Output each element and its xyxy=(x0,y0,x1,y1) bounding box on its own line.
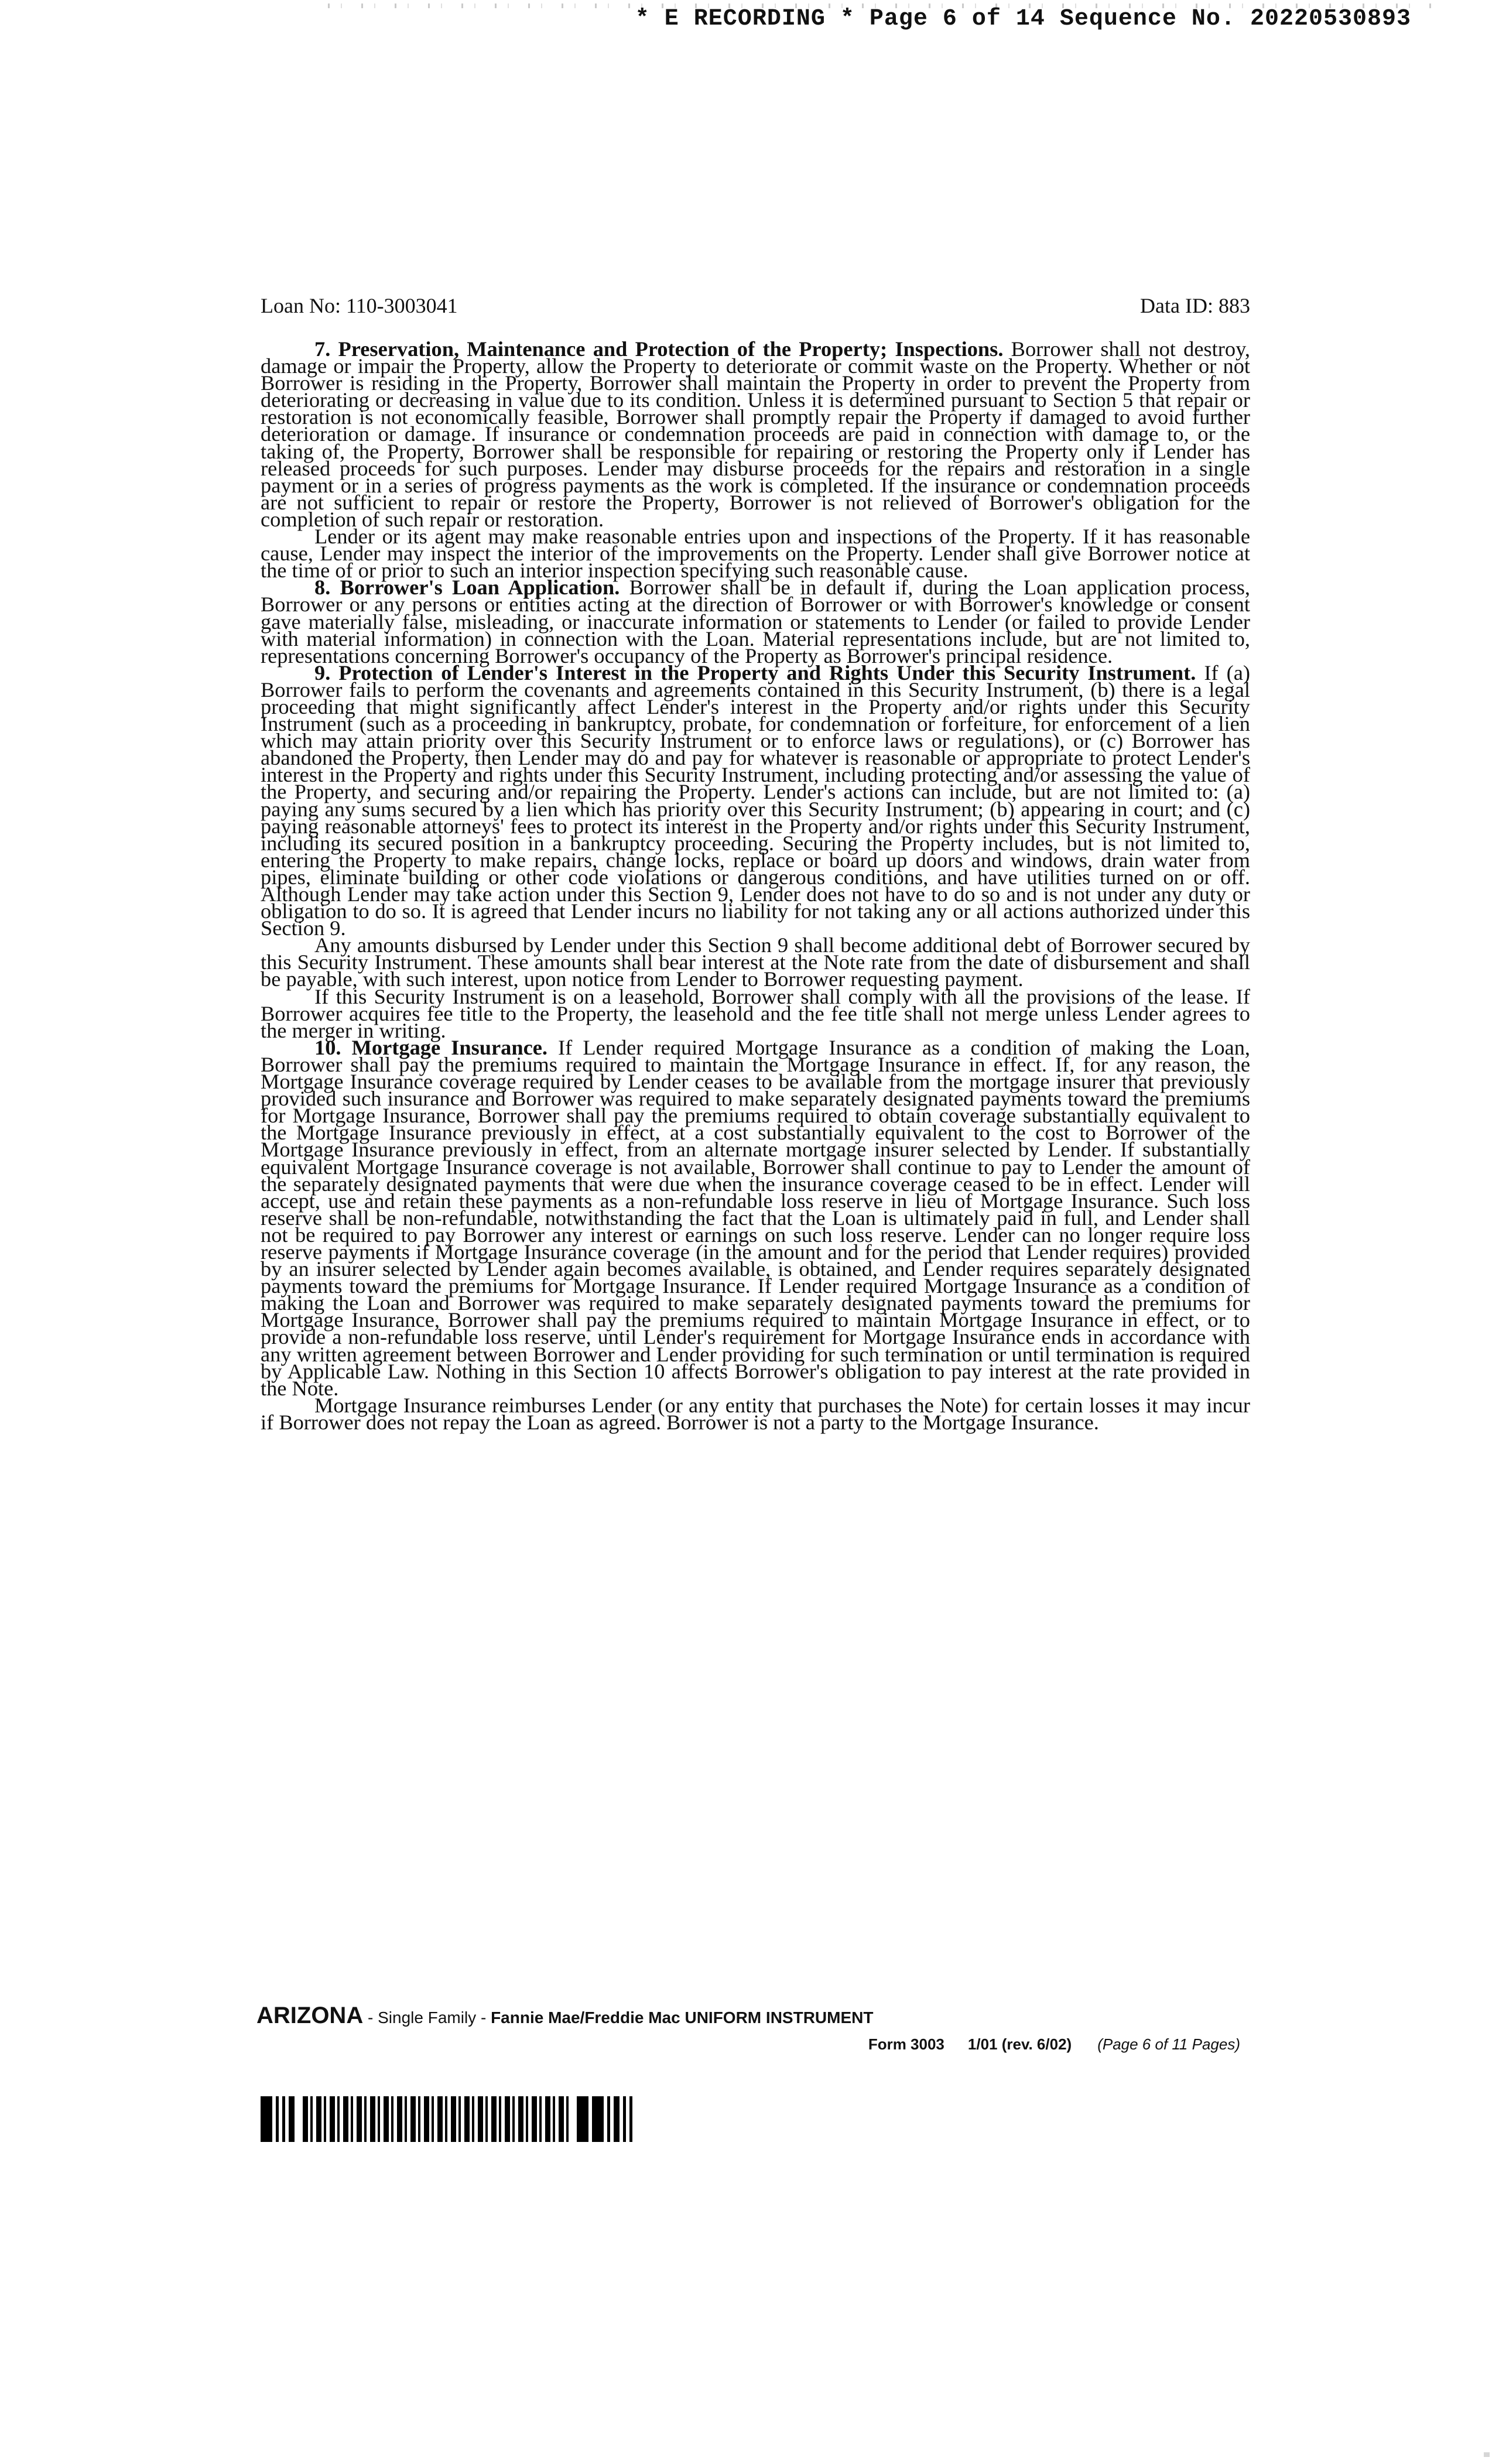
paragraph-text: Borrower shall not destroy, damage or impair the Property, allow the Property to deteriorate or commit waste on the Property. Whether or not Borrower is residing in the Property, Borrower shall maintain the Property in order to prevent the Property from deteriorating or decreasing in value due to its condition. Unless it is determined pursuant to Section 5 that repair or restoration is not economically feasible, Borrower shall promptly repair the Property if damaged to avoid further deterioration or damage. If insurance or condemnation proceeds are paid in connection with damage to, or the taking of, the Property, Borrower shall be responsible for repairing or restoring the Property only if Lender has released proceeds for such purposes. Lender may disburse proceeds for the repairs and restoration in a single payment or in a series of progress payments as the work is completed. If the insurance or condemnation proceeds are not sufficient to repair or restore the Property, Borrower is not relieved of Borrower's obligation for the completion of such repair or restoration. xyxy=(261,337,1251,531)
paragraph-text: If (a) Borrower fails to perform the covenants and agreements contained in this Security Instrument, (b) there is a legal proceeding that might significantly affect Lender's interest in the Property and/or rights under this Security Instrument (such as a proceeding in bankruptcy, probate, for condemnation or forfeiture, for enforcement of a lien which may attain priority over this Security Instrument or to enforce laws or regulations), or (c) Borrower has abandoned the Property, then Lender may do and pay for whatever is reasonable or appropriate to protect Lender's interest in the Property and rights under this Security Instrument, including protecting and/or assessing the value of the Property, and securing and/or repairing the Property. Lender's actions can include, but are not limited to: (a) paying any sums secured by a lien which has priority over this Security Instrument; (b) appearing in court; and (c) paying reasonable attorneys' fees to protect its interest in the Property and/or rights under this Security Instrument, including its secured position in a bankruptcy proceeding. Securing the Property includes, but is not limited to, entering the Property to make repairs, change locks, replace or board up doors and windows, drain water from pipes, eliminate building or other code violations or dangerous conditions, and have utilities turned on or off. Although Lender may take action under this Section 9, Lender does not have to do so and is not under any duty or obligation to do so. It is agreed that Lender incurs no liability for not taking any or all actions authorized under this Section 9. xyxy=(261,661,1251,940)
paragraph-text: Any amounts disbursed by Lender under this Section 9 shall become additional debt of Borrower secured by this Security Instrument. These amounts shall bear interest at the Note rate from the date of disbursement and shall be payable, with such interest, upon notice from Lender to Borrower requesting payment. xyxy=(261,933,1250,991)
paragraph-text: If this Security Instrument is on a leasehold, Borrower shall comply with all the provisions of the lease. If Borrower acquires fee title to the Property, the leasehold and the fee title shall not merge unless Lender agrees to the merger in writing. xyxy=(261,984,1250,1042)
section-heading: 10. Mortgage Insurance. xyxy=(314,1035,547,1059)
form-page-count: (Page 6 of 11 Pages) xyxy=(1097,2035,1240,2053)
footer-separator: - xyxy=(476,2008,491,2027)
barcode-image xyxy=(261,2096,788,2142)
paragraph-section-10 xyxy=(261,1035,1250,1400)
document-body xyxy=(261,337,1251,1434)
paragraph-text: If Lender required Mortgage Insurance as a condition of making the Loan, Borrower shall pay the premiums required to maintain the Mortgage Insurance in effect. If, for any reason, the Mortgage Insurance coverage required by Lender ceases to be available from the mortgage insurer that previously provided such insurance and Borrower was required to make separately designated payments toward the premiums for Mortgage Insurance, Borrower shall pay the premiums required to obtain coverage substantially equivalent to the Mortgage Insurance previously in effect, at a cost substantially equivalent to the cost to Borrower of the Mortgage Insurance previously in effect, from an alternate mortgage insurer selected by Lender. If substantially equivalent Mortgage Insurance coverage is not available, Borrower shall continue to pay to Lender the amount of the separately designated payments that were due when the insurance coverage ceased to be in effect. Lender will accept, use and retain these payments as a non-refundable loss reserve in lieu of Mortgage Insurance. Such loss reserve shall be non-refundable, notwithstanding the fact that the Loan is ultimately paid in full, and Lender shall not be required to pay Borrower any interest or earnings on such loss reserve. Lender can no longer require loss reserve payments if Mortgage Insurance coverage (in the amount and for the period that Lender requires) provided by an insurer selected by Lender again becomes available, is obtained, and Lender requires separately designated payments toward the premiums for Mortgage Insurance. If Lender required Mortgage Insurance as a condition of making the Loan and Borrower was required to make separately designated payments toward the premiums for Mortgage Insurance, Borrower shall pay the premiums required to maintain Mortgage Insurance in effect, or to provide a non-refundable loss reserve, until Lender's requirement for Mortgage Insurance ends in accordance with any written agreement between Borrower and Lender providing for such termination or until termination is required by Applicable Law. Nothing in this Section 10 affects Borrower's obligation to pay interest at the rate provided in the Note. xyxy=(261,1035,1250,1400)
section-heading: 7. Preservation, Maintenance and Protection of the Property; Inspections. xyxy=(314,337,1004,361)
footer-separator: - xyxy=(363,2008,378,2027)
paragraph-section-8 xyxy=(261,576,1250,668)
paragraph-text: Mortgage Insurance reimburses Lender (or any entity that purchases the Note) for certain losses it may incur if Borrower does not repay the Loan as agreed. Borrower is not a party to the Mortgage Insurance. xyxy=(261,1393,1250,1434)
paragraph-leasehold xyxy=(261,984,1250,1042)
paragraph-inspections xyxy=(261,525,1250,583)
state-name: ARIZONA xyxy=(256,2003,364,2028)
section-heading: 9. Protection of Lender's Interest in the Property and Rights Under this Security Instrument. xyxy=(314,661,1196,685)
paragraph-section-9 xyxy=(261,661,1251,940)
recording-header: * E RECORDING * Page 6 of 14 Sequence No. 20220530893 xyxy=(635,6,1411,32)
paragraph-disbursed-amounts xyxy=(261,933,1250,991)
footer-title-line xyxy=(256,2003,1246,2031)
paragraph-text: Lender or its agent may make reasonable entries upon and inspections of the Property. If it has reasonable cause, Lender may inspect the interior of the improvements on the Property. Lender shall give Borrower notice at the time of or prior to such an interior inspection specifying such reasonable cause. xyxy=(261,525,1250,583)
instrument-name: Fannie Mae/Freddie Mac UNIFORM INSTRUMENT xyxy=(491,2008,874,2027)
form-revision: 1/01 (rev. 6/02) xyxy=(967,2035,1072,2053)
paragraph-text: Borrower shall be in default if, during the Loan application process, Borrower or any persons or entities acting at the direction of Borrower or with Borrower's knowledge or consent gave materially false, misleading, or inaccurate information or statements to Lender (or failed to provide Lender with material information) in connection with the Loan. Material representations include, but are not limited to, representations concerning Borrower's occupancy of the Property as Borrower's principal residence. xyxy=(261,576,1250,668)
loan-number: Loan No: 110-3003041 xyxy=(261,294,458,317)
data-id: Data ID: 883 xyxy=(1140,294,1250,317)
paragraph-mortgage-insurance-reimburses xyxy=(261,1393,1250,1434)
paragraph-section-7 xyxy=(261,337,1251,531)
section-heading: 8. Borrower's Loan Application. xyxy=(314,576,620,600)
form-footer xyxy=(256,2003,1246,2054)
loan-meta-row xyxy=(261,293,1250,319)
form-number: Form 3003 xyxy=(868,2035,944,2053)
scan-noise-corner xyxy=(1484,2452,1490,2457)
property-type: Single Family xyxy=(378,2008,477,2027)
footer-form-line xyxy=(256,2034,1246,2054)
